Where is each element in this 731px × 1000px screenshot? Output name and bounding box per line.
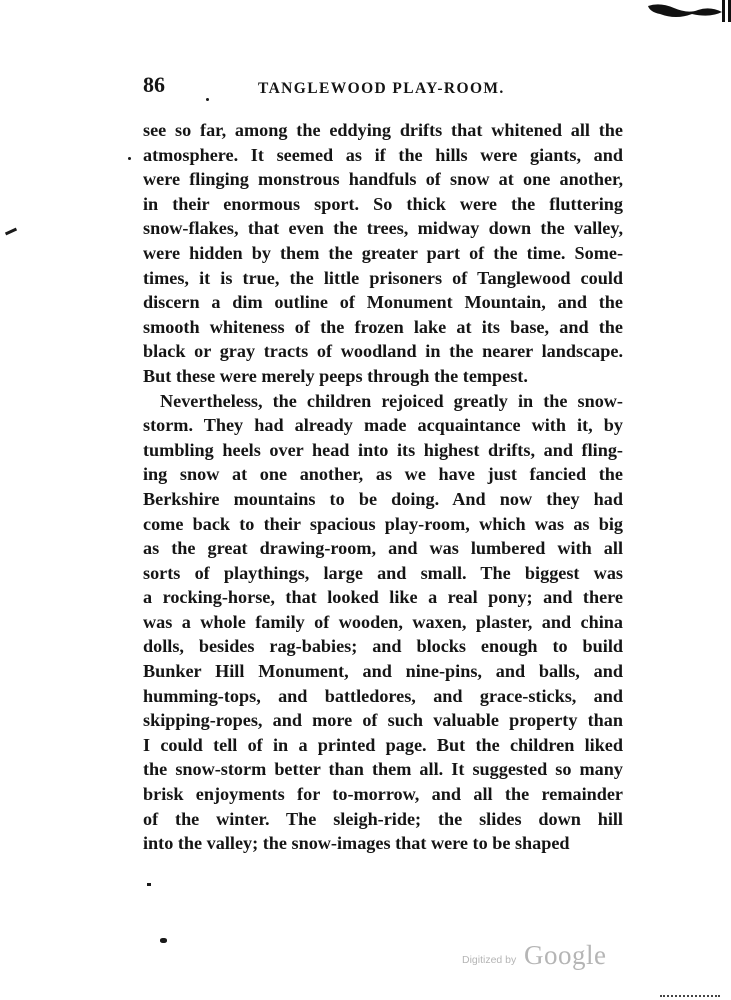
text-line: skipping-ropes, and more of such valuable property than	[143, 710, 623, 731]
text-line: smooth whiteness of the frozen lake at its base, and the	[143, 316, 623, 337]
text-line: were flinging monstrous handfuls of snow at one another,	[143, 169, 623, 190]
text-line: a rocking-horse, that looked like a real pony; and there	[143, 587, 623, 608]
digitized-label: Digitized by	[462, 954, 517, 966]
body-text	[143, 118, 623, 856]
text-line: as the great drawing-room, and was lumbered with all	[143, 538, 623, 559]
text-line: sorts of playthings, large and small. The biggest was	[143, 562, 623, 583]
text-line: black or gray tracts of woodland in the nearer landscape.	[143, 341, 623, 362]
text-line: tumbling heels over head into its highest drifts, and fling-	[143, 439, 623, 460]
text-line: dolls, besides rag-babies; and blocks enough to build	[143, 636, 623, 657]
text-line: I could tell of in a printed page. But the children liked	[143, 734, 623, 755]
text-line: Berkshire mountains to be doing. And now they had	[143, 488, 623, 509]
text-line: into the valley; the snow-images that were to be shaped	[143, 833, 570, 854]
text-line: ing snow at one another, as we have just fancied the	[143, 464, 623, 485]
text-line: was a whole family of wooden, waxen, plaster, and china	[143, 611, 623, 632]
text-line: humming-tops, and battledores, and grace-sticks, and	[143, 685, 623, 706]
text-line: storm. They had already made acquaintance with it, by	[143, 415, 623, 436]
speck-mark	[160, 938, 167, 943]
text-line: times, it is true, the little prisoners of Tanglewood could	[143, 267, 623, 288]
running-title: TANGLEWOOD PLAY-ROOM.	[258, 80, 505, 97]
speck-mark	[147, 883, 151, 886]
page-number: 86	[143, 72, 165, 97]
speck-mark	[128, 157, 131, 160]
bottom-dotted-rule	[660, 993, 720, 997]
text-line: Nevertheless, the children rejoiced greatly in the snow-	[160, 390, 623, 411]
text-line: in their enormous sport. So thick were the fluttering	[143, 193, 623, 214]
page-header	[143, 72, 623, 106]
scan-corner-blot	[640, 0, 731, 22]
text-line: discern a dim outline of Monument Mountain, and the	[143, 292, 623, 313]
speck-mark	[206, 98, 209, 101]
text-line: of the winter. The sleigh-ride; the slides down hill	[143, 808, 623, 829]
digitized-by-google-watermark	[462, 940, 642, 980]
text-line: were hidden by them the greater part of the time. Some-	[143, 242, 623, 263]
text-line: atmosphere. It seemed as if the hills were giants, and	[143, 144, 623, 165]
text-line: snow-flakes, that even the trees, midway down the valley,	[143, 218, 623, 239]
text-line: see so far, among the eddying drifts that whitened all the	[143, 120, 623, 140]
speck-mark	[5, 228, 17, 236]
text-line: come back to their spacious play-room, which was as big	[143, 513, 623, 534]
google-wordmark: Google	[524, 940, 607, 970]
text-line: the snow-storm better than them all. It suggested so many	[143, 759, 623, 780]
text-line: Bunker Hill Monument, and nine-pins, and balls, and	[143, 661, 623, 682]
text-line: But these were merely peeps through the tempest.	[143, 365, 528, 386]
text-line: brisk enjoyments for to-morrow, and all the remainder	[143, 784, 623, 805]
